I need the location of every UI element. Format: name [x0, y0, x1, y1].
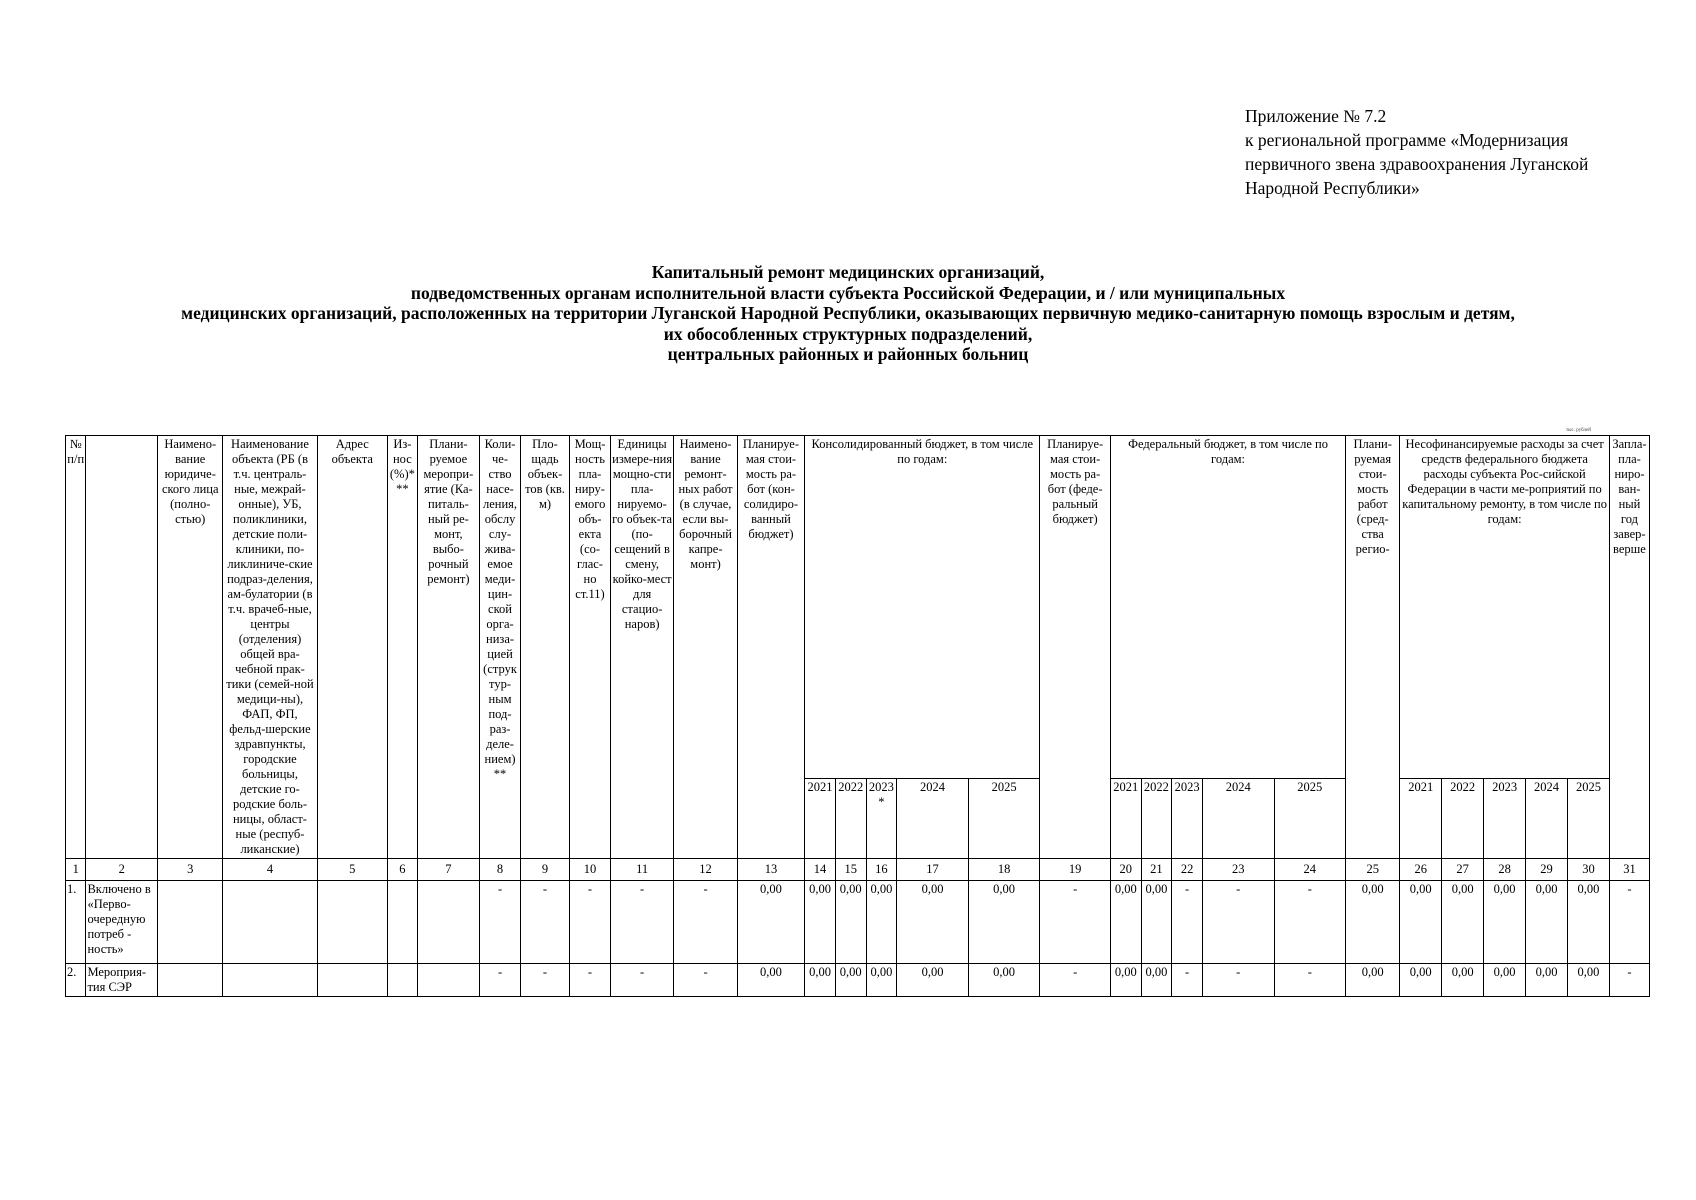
- table-cell: -: [1172, 964, 1203, 997]
- table-cell: 0,00: [1442, 881, 1484, 964]
- table-cell: -: [610, 881, 673, 964]
- column-number: 25: [1346, 859, 1400, 881]
- table-cell: 0,00: [805, 881, 836, 964]
- table-cell: 0,00: [1346, 881, 1400, 964]
- column-number: 5: [317, 859, 388, 881]
- table-cell: 0,00: [1400, 881, 1442, 964]
- year-cell: 2021: [1110, 778, 1141, 858]
- table-cell: 0,00: [1442, 964, 1484, 997]
- table-cell: [223, 881, 317, 964]
- header-cell-nonfinanced: Несофинансируемые расходы за счет средств федерального бюджета расходы субъекта Рос-сийской Федерации в части ме-роприятий по капитальному ремонту, в том числе по годам:: [1400, 436, 1610, 779]
- table-cell: Мероприя-тия СЭР: [86, 964, 158, 997]
- column-number: 4: [223, 859, 317, 881]
- column-number: 10: [570, 859, 611, 881]
- title-line: Капитальный ремонт медицинских организаций,: [651, 262, 1045, 282]
- column-number: 21: [1141, 859, 1172, 881]
- header-row: [66, 436, 1650, 779]
- appendix-line: Приложение № 7.2: [1245, 106, 1387, 126]
- table-cell: 1.: [66, 881, 86, 964]
- table-cell: -: [520, 964, 569, 997]
- table-cell: -: [1202, 881, 1274, 964]
- column-number: 6: [388, 859, 418, 881]
- appendix-line: первичного звена здравоохранения Луганской: [1245, 154, 1589, 174]
- table-cell: 0,00: [805, 964, 836, 997]
- column-number-row: [66, 859, 1650, 881]
- table-cell: 0,00: [1400, 964, 1442, 997]
- table-cell: -: [480, 881, 521, 964]
- table-row: [66, 964, 1650, 997]
- table-cell: 0,00: [897, 964, 969, 997]
- header-cell: Плани-руемая стои-мость работ (сред-ства регио-: [1346, 436, 1400, 859]
- header-cell: Из-нос (%)* **: [388, 436, 418, 859]
- column-number: 28: [1484, 859, 1526, 881]
- table-cell: 0,00: [1567, 964, 1609, 997]
- column-number: 17: [897, 859, 969, 881]
- year-cell: 2025: [1274, 778, 1346, 858]
- table-cell: -: [1609, 881, 1649, 964]
- table-cell: 0,00: [1526, 964, 1568, 997]
- table-cell: [223, 964, 317, 997]
- table-cell: -: [610, 964, 673, 997]
- year-cell: 2021: [1400, 778, 1442, 858]
- header-cell: Пло-щадь объек-тов (кв. м): [520, 436, 569, 859]
- title-line: медицинских организаций, расположенных на территории Луганской Народной Республики, оказывающих первичную медико-санитарную помощь взрослым и детям,: [181, 303, 1515, 323]
- table-cell: 0,00: [1484, 881, 1526, 964]
- table-cell: [388, 964, 418, 997]
- column-number: 27: [1442, 859, 1484, 881]
- column-number: 13: [737, 859, 804, 881]
- header-cell: № п/п: [66, 436, 86, 859]
- column-number: 23: [1202, 859, 1274, 881]
- column-number: 2: [86, 859, 158, 881]
- table-cell: -: [1274, 964, 1346, 997]
- table-cell: 0,00: [866, 881, 897, 964]
- column-number: 1: [66, 859, 86, 881]
- table-cell: 2.: [66, 964, 86, 997]
- column-number: 19: [1040, 859, 1111, 881]
- year-cell: 2024: [1526, 778, 1568, 858]
- header-cell: Наимено-вание юридиче-ского лица (полно-стью): [158, 436, 223, 859]
- table-cell: 0,00: [1110, 881, 1141, 964]
- table-cell: -: [570, 964, 611, 997]
- header-cell: [86, 436, 158, 859]
- table-cell: 0,00: [1346, 964, 1400, 997]
- table-row: [66, 881, 1650, 964]
- table-cell: -: [674, 881, 737, 964]
- table-cell: 0,00: [968, 964, 1040, 997]
- column-number: 7: [417, 859, 479, 881]
- column-number: 30: [1567, 859, 1609, 881]
- appendix-reference: [1245, 104, 1588, 200]
- table-cell: 0,00: [1567, 881, 1609, 964]
- appendix-line: Народной Республики»: [1245, 178, 1420, 198]
- title-line: их обособленных структурных подразделений,: [663, 323, 1033, 344]
- appendix-line: к региональной программе «Модернизация: [1245, 130, 1569, 150]
- header-cell: Планируе-мая стои-мость ра-бот (кон-солидиро-ванный бюджет): [737, 436, 804, 859]
- column-number: 9: [520, 859, 569, 881]
- table-cell: [417, 964, 479, 997]
- column-number: 18: [968, 859, 1040, 881]
- header-cell: Коли-че-ство насе-ления, обслу слу-жива-емое меди-цин-ской орга-низа-цией (струк тур-ным под-раз-деле-нием) **: [480, 436, 521, 859]
- table-cell: 0,00: [737, 964, 804, 997]
- table-cell: -: [1040, 964, 1111, 997]
- column-number: 24: [1274, 859, 1346, 881]
- table-cell: 0,00: [1141, 881, 1172, 964]
- table-cell: [158, 881, 223, 964]
- table-cell: -: [1202, 964, 1274, 997]
- header-cell-federal: Федеральный бюджет, в том числе по годам:: [1110, 436, 1345, 779]
- year-cell: 2023 *: [866, 778, 897, 858]
- table-cell: 0,00: [1484, 964, 1526, 997]
- table-cell: 0,00: [897, 881, 969, 964]
- year-cell: 2022: [1442, 778, 1484, 858]
- year-cell: 2025: [1567, 778, 1609, 858]
- header-cell: Адрес объекта: [317, 436, 388, 859]
- table-cell: -: [1274, 881, 1346, 964]
- column-number: 11: [610, 859, 673, 881]
- table-cell: -: [674, 964, 737, 997]
- year-cell: 2023: [1172, 778, 1203, 858]
- header-cell: Мощ-ность пла-ниру-емого объ-екта (со-глас-но ст.11): [570, 436, 611, 859]
- header-cell: Единицы измере-ния мощно-сти пла-нируемо-го объек-та (по-сещений в смену, койко-мест для стацио-наров): [610, 436, 673, 859]
- column-number: 15: [835, 859, 866, 881]
- year-cell: 2024: [1202, 778, 1274, 858]
- column-number: 29: [1526, 859, 1568, 881]
- document-title: [0, 262, 1696, 365]
- year-cell: 2023: [1484, 778, 1526, 858]
- table-cell: [317, 964, 388, 997]
- header-cell-consolidated: Консолидированный бюджет, в том числе по годам:: [805, 436, 1040, 779]
- table-cell: -: [1172, 881, 1203, 964]
- header-cell: Наименование объекта (РБ (в т.ч. централь-ные, межрай-онные), УБ, поликлиники, детские поли-клиники, по-ликлиниче-ские подраз-деления, ам-булатории (в т.ч. врачеб-ные, центры (отделения) общей вра-чебной прак-тики (семей-ной медици-ны), ФАП, ФП, фельд-шерские здравпункты, городские больницы, детские го-родские боль-ницы, област-ные (респуб-ликанские): [223, 436, 317, 859]
- table-cell: 0,00: [835, 881, 866, 964]
- column-number: 31: [1609, 859, 1649, 881]
- table-cell: 0,00: [1141, 964, 1172, 997]
- header-cell: Плани-руемое меропри-ятие (Ка-питаль-ный ре-монт, выбо-рочный ремонт): [417, 436, 479, 859]
- year-cell: 2022: [835, 778, 866, 858]
- header-cell: Наимено-вание ремонт-ных работ (в случае, если вы-борочный капре-монт): [674, 436, 737, 859]
- table-cell: -: [570, 881, 611, 964]
- table-cell: [388, 881, 418, 964]
- table-cell: [417, 881, 479, 964]
- year-cell: 2021: [805, 778, 836, 858]
- table-cell: 0,00: [866, 964, 897, 997]
- title-line: центральных районных и районных больниц: [667, 344, 1029, 364]
- year-cell: 2025: [968, 778, 1040, 858]
- table-cell: 0,00: [1110, 964, 1141, 997]
- table-cell: -: [480, 964, 521, 997]
- table-cell: 0,00: [968, 881, 1040, 964]
- table-cell: 0,00: [1526, 881, 1568, 964]
- column-number: 20: [1110, 859, 1141, 881]
- year-cell: 2024: [897, 778, 969, 858]
- column-number: 26: [1400, 859, 1442, 881]
- table-cell: [158, 964, 223, 997]
- title-line: подведомственных органам исполнительной власти субъекта Российской Федерации, и / или муниципальных: [410, 282, 1286, 303]
- table-cell: -: [1609, 964, 1649, 997]
- table-cell: Включено в «Перво-очередную потреб - ность»: [86, 881, 158, 964]
- year-cell: 2022: [1141, 778, 1172, 858]
- units-note: тыс. рублей: [1566, 428, 1591, 433]
- table-cell: 0,00: [737, 881, 804, 964]
- repair-table: [65, 435, 1650, 997]
- column-number: 14: [805, 859, 836, 881]
- column-number: 12: [674, 859, 737, 881]
- table-cell: -: [1040, 881, 1111, 964]
- table-cell: 0,00: [835, 964, 866, 997]
- column-number: 16: [866, 859, 897, 881]
- column-number: 8: [480, 859, 521, 881]
- table-cell: -: [520, 881, 569, 964]
- table-cell: [317, 881, 388, 964]
- column-number: 22: [1172, 859, 1203, 881]
- header-cell: Планируе-мая стои-мость ра-бот (феде-ральный бюджет): [1040, 436, 1111, 859]
- header-cell: Запла-пла-ниро-ван-ный год завер-верше: [1609, 436, 1649, 859]
- column-number: 3: [158, 859, 223, 881]
